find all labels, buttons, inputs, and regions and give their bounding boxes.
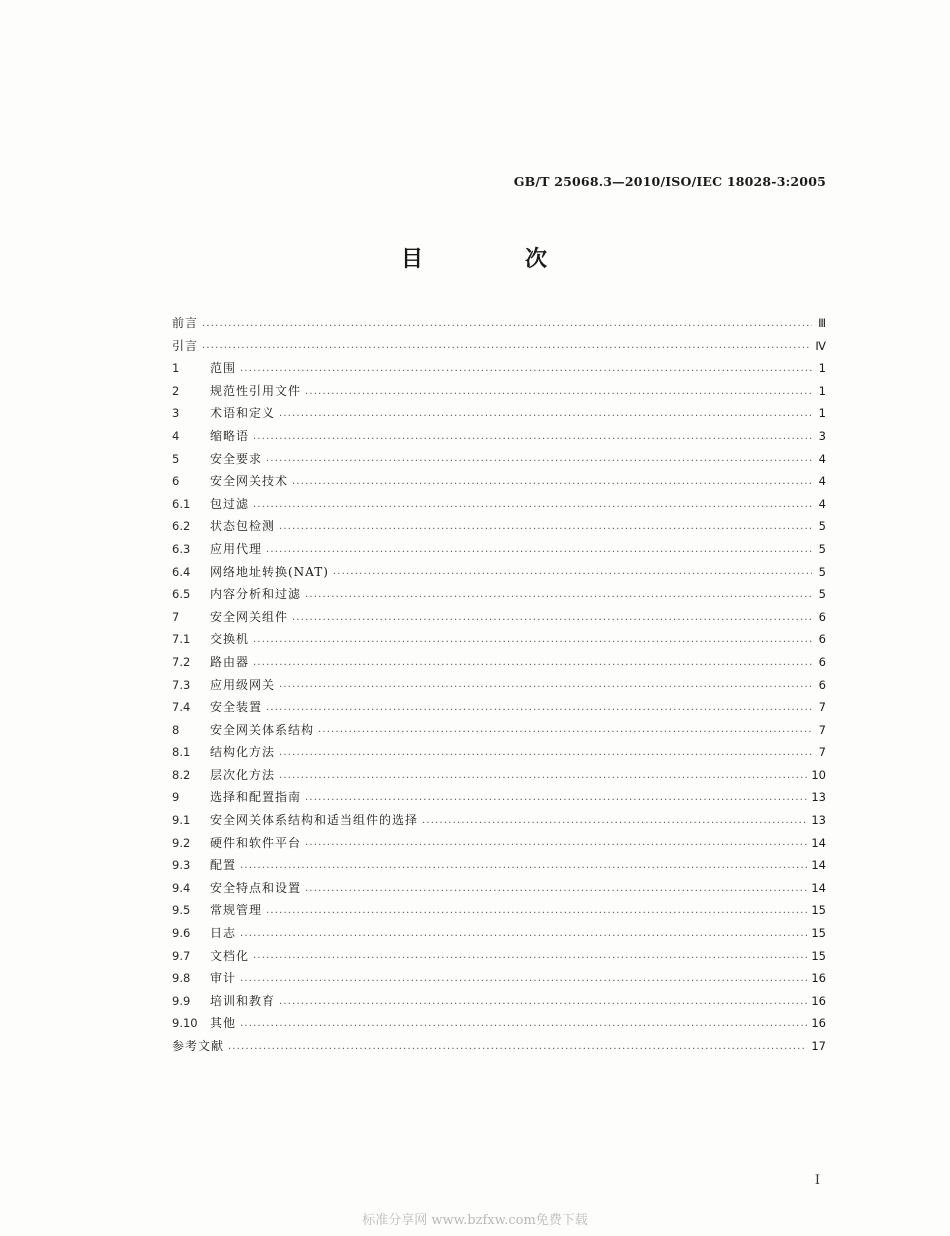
toc-entry-number: 5 [172, 451, 180, 466]
toc-entry[interactable] [172, 517, 826, 540]
toc-entry[interactable] [172, 337, 826, 360]
toc-entry-number: 9.9 [172, 993, 191, 1008]
toc-entry[interactable] [172, 766, 826, 789]
toc-entry-number: 8.2 [172, 767, 191, 782]
toc-entry-label: 应用代理 [210, 541, 263, 556]
toc-dot-leader [279, 524, 812, 535]
toc-entry-number: 6.2 [172, 519, 191, 534]
toc-entry-page: 7 [818, 700, 826, 715]
toc-entry[interactable] [172, 743, 826, 766]
toc-entry-page: 14 [811, 880, 826, 895]
toc-entry-label: 安全网关体系结构 [210, 722, 315, 737]
toc-entry[interactable] [172, 721, 826, 744]
toc-entry-number: 9.1 [172, 813, 191, 828]
toc-entry-label: 文档化 [210, 948, 250, 963]
toc-dot-leader [292, 615, 812, 626]
toc-entry-page: 1 [818, 383, 826, 398]
toc-entry[interactable] [172, 585, 826, 608]
toc-entry[interactable] [172, 359, 826, 382]
toc-entry-label: 路由器 [210, 654, 250, 669]
toc-entry-label: 状态包检测 [210, 519, 276, 534]
toc-dot-leader [228, 1044, 807, 1055]
toc-entry-page: 17 [811, 1039, 826, 1053]
toc-entry-label: 层次化方法 [210, 767, 276, 782]
toc-entry-label: 规范性引用文件 [210, 383, 302, 398]
toc-entry[interactable] [172, 495, 826, 518]
toc-entry[interactable] [172, 947, 826, 970]
toc-entry-page: 14 [811, 835, 826, 850]
toc-entry-number: 1 [172, 361, 180, 376]
toc-dot-leader [240, 931, 807, 942]
toc-entry-number: 7.1 [172, 632, 191, 647]
toc-dot-leader [279, 682, 812, 693]
toc-entry-page: 16 [811, 971, 826, 986]
toc-entry-label: 术语和定义 [210, 406, 276, 421]
toc-dot-leader [240, 863, 807, 874]
toc-entry[interactable] [172, 924, 826, 947]
watermark-text: 标准分享网 www.bzfxw.com免费下载 [362, 1213, 588, 1228]
toc-entry-label: 应用级网关 [210, 677, 276, 692]
toc-dot-leader [292, 479, 812, 490]
toc-entry-number: 9.7 [172, 948, 191, 963]
toc-entry-label: 缩略语 [210, 428, 250, 443]
toc-dot-leader [279, 999, 807, 1010]
toc-dot-leader [266, 456, 812, 467]
toc-entry-label: 常规管理 [210, 903, 263, 918]
toc-entry-number: 7.3 [172, 677, 191, 692]
toc-entry[interactable] [172, 1037, 826, 1060]
toc-dot-leader [253, 637, 812, 648]
toc-entry-label: 硬件和软件平台 [210, 835, 302, 850]
toc-entry[interactable] [172, 811, 826, 834]
toc-dot-leader [240, 1021, 807, 1032]
toc-entry-page: 5 [818, 587, 826, 602]
toc-entry-page: 15 [811, 903, 826, 918]
toc-entry-number: 9.2 [172, 835, 191, 850]
toc-entry-page: 1 [818, 361, 826, 376]
toc-entry-page: 4 [818, 451, 826, 466]
toc-entry[interactable] [172, 653, 826, 676]
toc-entry-label: 日志 [210, 926, 237, 941]
toc-entry-number: 9.6 [172, 926, 191, 941]
toc-dot-leader [305, 592, 812, 603]
toc-entry-number: 9.5 [172, 903, 191, 918]
toc-dot-leader [240, 976, 807, 987]
toc-entry-label: 包过滤 [210, 496, 250, 511]
toc-entry[interactable] [172, 427, 826, 450]
toc-entry-label: 培训和教育 [210, 993, 276, 1008]
toc-dot-leader [318, 727, 812, 738]
toc-entry-number: 2 [172, 383, 180, 398]
toc-entry-number: 6 [172, 474, 180, 489]
toc-entry-label: 交换机 [210, 632, 250, 647]
toc-entry-number: 6.1 [172, 496, 191, 511]
toc-entry-label: 安全网关组件 [210, 609, 289, 624]
toc-entry-number: 8.1 [172, 745, 191, 760]
toc-entry-number: 9.10 [172, 1016, 198, 1031]
standard-number: GB/T 25068.3—2010/ISO/IEC 18028-3:2005 [513, 174, 826, 189]
toc-dot-leader [266, 547, 812, 558]
toc-entry-page: 7 [818, 722, 826, 737]
toc-entry-page: 16 [811, 993, 826, 1008]
toc-dot-leader [240, 366, 812, 377]
toc-entry[interactable] [172, 404, 826, 427]
toc-entry-number: 9.8 [172, 971, 191, 986]
toc-entry-number: 7.2 [172, 654, 191, 669]
toc-entry-page: 13 [811, 813, 826, 828]
toc-entry-label: 安全特点和设置 [210, 880, 302, 895]
toc-dot-leader [253, 953, 807, 964]
toc-dot-leader [305, 840, 807, 851]
toc-dot-leader [279, 411, 812, 422]
toc-entry-page: 10 [811, 767, 826, 782]
toc-entry-page: 7 [818, 745, 826, 760]
toc-entry-page: Ⅲ [818, 316, 826, 330]
toc-entry[interactable] [172, 1014, 826, 1037]
toc-entry[interactable] [172, 698, 826, 721]
toc-dot-leader [422, 818, 807, 829]
toc-entry-label: 范围 [210, 361, 237, 376]
toc-dot-leader [253, 502, 812, 513]
toc-entry-label: 安全要求 [210, 451, 263, 466]
toc-dot-leader [202, 321, 812, 332]
toc-dot-leader [305, 795, 807, 806]
toc-dot-leader [279, 773, 807, 784]
toc-entry-label: 网络地址转换(NAT) [210, 564, 329, 579]
toc-dot-leader [253, 434, 812, 445]
toc-entry[interactable] [172, 901, 826, 924]
toc-entry-label: 配置 [210, 858, 237, 873]
toc-entry-number: 4 [172, 428, 180, 443]
toc-entry-label: 安全网关体系结构和适当组件的选择 [210, 813, 419, 828]
toc-entry-page: 13 [811, 790, 826, 805]
toc-entry[interactable] [172, 856, 826, 879]
toc-entry-page: 14 [811, 858, 826, 873]
toc-entry-page: 5 [818, 541, 826, 556]
toc-dot-leader [266, 705, 812, 716]
toc-entry-number: 9.4 [172, 880, 191, 895]
toc-entry[interactable] [172, 382, 826, 405]
toc-entry[interactable] [172, 879, 826, 902]
toc-entry[interactable] [172, 676, 826, 699]
toc-entry-number: 7 [172, 609, 180, 624]
table-of-contents [172, 314, 826, 1060]
toc-entry-number: 9.3 [172, 858, 191, 873]
toc-entry-number: 3 [172, 406, 180, 421]
toc-entry[interactable] [172, 608, 826, 631]
toc-dot-leader [333, 569, 812, 580]
toc-entry-number: 7.4 [172, 700, 191, 715]
toc-entry-label: 结构化方法 [210, 745, 276, 760]
toc-entry[interactable] [172, 314, 826, 337]
toc-entry-label: 引言 [172, 338, 199, 353]
toc-entry[interactable] [172, 788, 826, 811]
toc-entry-number: 9 [172, 790, 180, 805]
toc-entry[interactable] [172, 540, 826, 563]
toc-entry-page: 6 [818, 632, 826, 647]
toc-dot-leader [253, 660, 812, 671]
toc-entry-number: 6.5 [172, 587, 191, 602]
toc-entry-page: 16 [811, 1016, 826, 1031]
toc-entry[interactable] [172, 450, 826, 473]
toc-entry-label: 安全网关技术 [210, 474, 289, 489]
toc-entry[interactable] [172, 992, 826, 1015]
toc-dot-leader [202, 343, 811, 354]
toc-entry-page: 5 [818, 519, 826, 534]
toc-entry-number: 6.4 [172, 564, 191, 579]
toc-entry-label: 选择和配置指南 [210, 790, 302, 805]
toc-dot-leader [266, 908, 807, 919]
toc-entry-number: 8 [172, 722, 180, 737]
toc-entry[interactable] [172, 472, 826, 495]
toc-entry[interactable] [172, 834, 826, 857]
toc-entry[interactable] [172, 969, 826, 992]
toc-entry[interactable] [172, 630, 826, 653]
toc-entry-page: 6 [818, 654, 826, 669]
toc-entry-page: Ⅳ [815, 338, 826, 353]
toc-entry-page: 3 [818, 428, 826, 443]
toc-entry-label: 前言 [172, 316, 199, 330]
toc-dot-leader [305, 886, 807, 897]
toc-entry-page: 4 [818, 496, 826, 511]
toc-entry-label: 内容分析和过滤 [210, 587, 302, 602]
toc-entry-label: 审计 [210, 971, 237, 986]
toc-entry-page: 6 [818, 609, 826, 624]
toc-entry[interactable] [172, 563, 826, 586]
toc-entry-label: 其他 [210, 1016, 237, 1031]
toc-entry-number: 6.3 [172, 541, 191, 556]
toc-entry-page: 15 [811, 926, 826, 941]
toc-dot-leader [305, 389, 812, 400]
toc-entry-label: 参考文献 [172, 1039, 225, 1053]
toc-dot-leader [279, 750, 812, 761]
toc-entry-page: 5 [818, 564, 826, 579]
toc-entry-label: 安全装置 [210, 700, 263, 715]
toc-entry-page: 1 [818, 406, 826, 421]
toc-entry-page: 6 [818, 677, 826, 692]
page-title: 目 次 [400, 246, 587, 272]
toc-entry-page: 4 [818, 474, 826, 489]
toc-entry-page: 15 [811, 948, 826, 963]
page-number: I [814, 1173, 820, 1188]
